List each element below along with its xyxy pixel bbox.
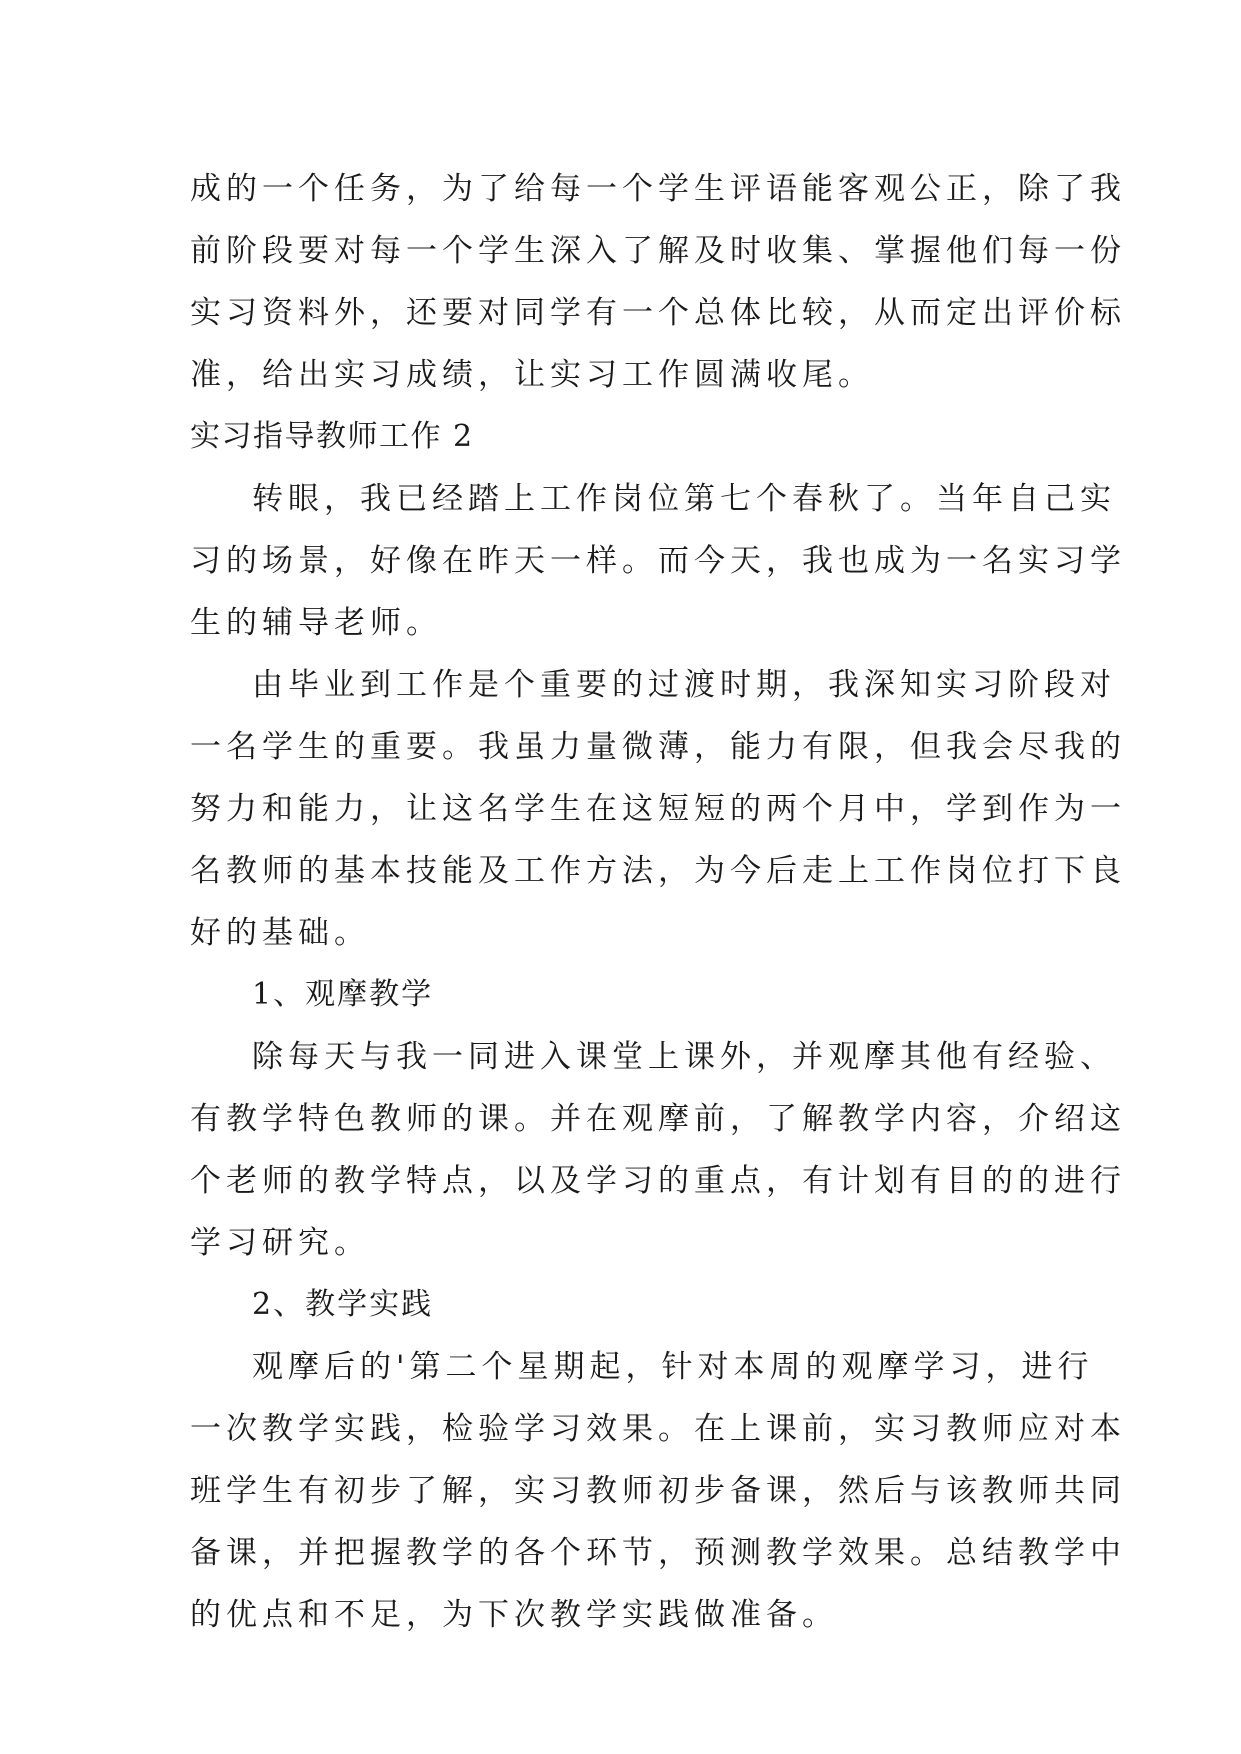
text-line: 好的基础。 [190, 915, 370, 951]
subsection-title-observation: 1、观摩教学 [252, 977, 434, 1012]
text-line: 习的场景，好像在昨天一样。而今天，我也成为一名实习学 [190, 543, 1126, 579]
text-line: 前阶段要对每一个学生深入了解及时收集、掌握他们每一份 [190, 233, 1126, 269]
text-line: 一名学生的重要。我虽力量微薄，能力有限，但我会尽我的 [190, 729, 1126, 765]
text-line: 备课，并把握教学的各个环节，预测教学效果。总结教学中 [190, 1535, 1126, 1571]
text-line: 努力和能力，让这名学生在这短短的两个月中，学到作为一 [190, 791, 1126, 827]
text-line: 实习资料外，还要对同学有一个总体比较，从而定出评价标 [190, 295, 1126, 331]
text-line: 生的辅导老师。 [190, 605, 442, 641]
paragraph-observation [190, 1026, 1126, 1274]
text-line: 除每天与我一同进入课堂上课外，并观摩其他有经验、 [252, 1039, 1116, 1075]
text-line: 学习研究。 [190, 1225, 370, 1261]
text-line: 个老师的教学特点，以及学习的重点，有计划有目的的进行 [190, 1163, 1126, 1199]
document-body [190, 158, 1126, 1646]
paragraph-intro [190, 468, 1126, 654]
paragraph-continuation [190, 158, 1126, 406]
text-line: 成的一个任务，为了给每一个学生评语能客观公正，除了我 [190, 171, 1126, 207]
text-line: 的优点和不足，为下次教学实践做准备。 [190, 1597, 838, 1633]
section-heading: 实习指导教师工作 2 [190, 419, 474, 454]
subsection-title-practice: 2、教学实践 [252, 1287, 434, 1322]
text-line: 准，给出实习成绩，让实习工作圆满收尾。 [190, 357, 874, 393]
text-line: 班学生有初步了解，实习教师初步备课，然后与该教师共同 [190, 1473, 1126, 1509]
text-line: 名教师的基本技能及工作方法，为今后走上工作岗位打下良 [190, 853, 1126, 889]
text-line: 由毕业到工作是个重要的过渡时期，我深知实习阶段对 [252, 667, 1116, 703]
paragraph-practice [190, 1336, 1126, 1646]
text-line: 观摩后的'第二个星期起，针对本周的观摩学习，进行 [252, 1349, 1094, 1385]
text-line: 一次教学实践，检验学习效果。在上课前，实习教师应对本 [190, 1411, 1126, 1447]
text-line: 转眼，我已经踏上工作岗位第七个春秋了。当年自己实 [252, 481, 1116, 517]
text-line: 有教学特色教师的课。并在观摩前，了解教学内容，介绍这 [190, 1101, 1126, 1137]
paragraph-transition [190, 654, 1126, 964]
